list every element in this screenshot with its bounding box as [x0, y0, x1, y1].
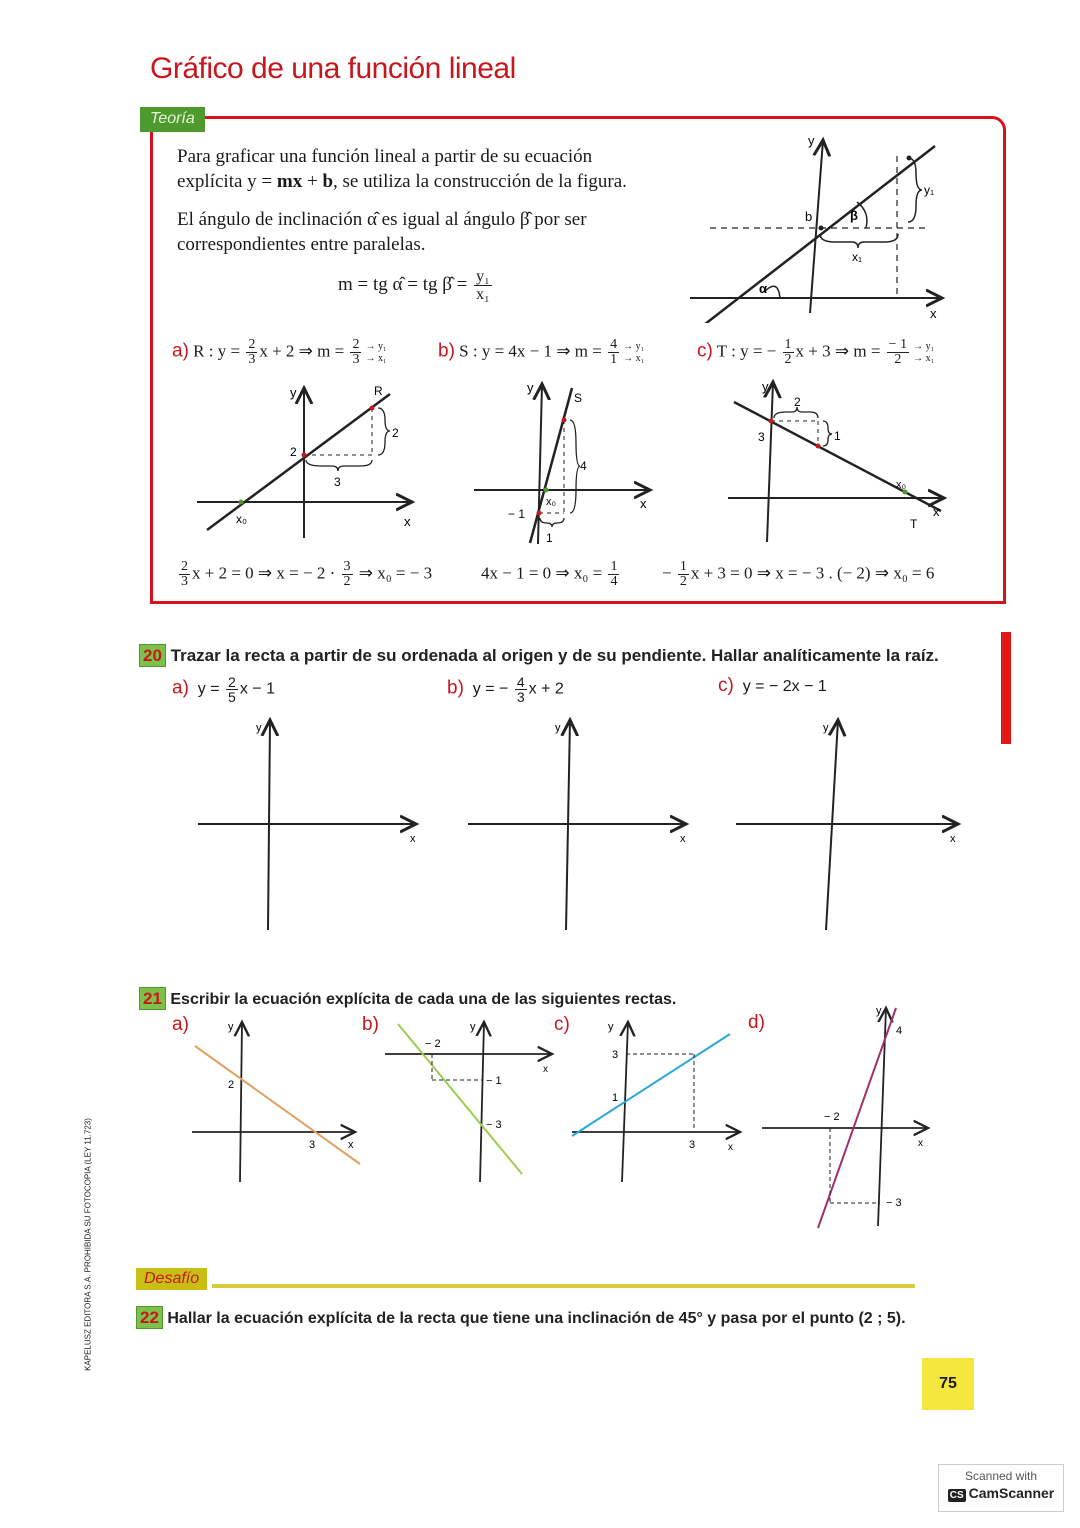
exercise-20c-label: c)	[718, 675, 734, 696]
exercise-20a-eq-b: x − 1	[239, 680, 275, 698]
example-c-eq-text2: x + 3 ⇒ m =	[795, 341, 885, 361]
exercise-21c-tick-y2: 1	[612, 1092, 619, 1104]
exercise-21d-tick-y2: − 3	[886, 1197, 902, 1209]
example-b-root-equation	[481, 560, 621, 589]
example-b-slope-point	[562, 418, 567, 423]
exercise-20b-eq-b: x + 2	[528, 680, 564, 698]
x1-brace	[820, 234, 898, 248]
slope-formula-num: y₁	[476, 268, 490, 285]
example-a-root-label: x₀	[236, 512, 247, 526]
exercise-21c-graph	[570, 1016, 745, 1186]
exercise-21-text: Escribir la ecuación explícita de cada una de las siguientes rectas.	[170, 991, 677, 1008]
example-a-label: a)	[172, 340, 189, 362]
example-b-graph	[472, 378, 662, 548]
exercise-21c-x-label: x	[728, 1142, 733, 1153]
example-b-label: b)	[438, 340, 455, 362]
example-a-root-equation	[177, 560, 432, 589]
exercise-20a-x-label: x	[410, 833, 416, 845]
exercise-20b-y-label: y	[555, 722, 561, 734]
example-b-equation	[438, 338, 646, 367]
example-a-eq-text2: x + 2 ⇒ m =	[259, 341, 349, 361]
camscanner-watermark	[938, 1464, 1064, 1512]
example-b-intercept-label: − 1	[508, 507, 526, 521]
example-a-rise-brace	[378, 408, 390, 455]
theory-beta-label: β	[850, 208, 858, 223]
example-a-slope-point	[370, 406, 375, 411]
exercise-21a-x-label: x	[348, 1139, 354, 1151]
theory-figure	[680, 128, 980, 323]
camscanner-icon: CS	[949, 1490, 964, 1501]
example-b-run-label: 1	[546, 531, 553, 545]
example-b-root-text: 4x − 1 = 0 ⇒ x₀ =	[481, 563, 607, 583]
exercise-21b-x-label: x	[543, 1064, 548, 1075]
exercise-21a-y-axis	[240, 1022, 242, 1182]
example-a-arrows	[365, 341, 386, 365]
exercise-20a-eq-a: y =	[197, 680, 225, 698]
exercise-20-number: 20	[139, 644, 166, 667]
example-c-frac1	[783, 338, 794, 367]
example-a-frac2-den: 3	[352, 352, 360, 367]
theory-b-label: b	[805, 209, 813, 224]
exercise-20a-frac	[226, 675, 238, 704]
exercise-21d-y-label: y	[876, 1005, 882, 1017]
example-a-root-result: ⇒ x₀ = − 3	[354, 563, 433, 583]
exercise-21a-graph	[190, 1016, 365, 1186]
example-c-intercept-point	[769, 419, 774, 424]
exercise-21d-graph	[760, 1000, 935, 1230]
example-a-root-point	[239, 500, 244, 505]
example-b-root-frac-den: 4	[610, 574, 618, 589]
example-a-frac2	[350, 338, 361, 367]
exercise-21a-y-label: y	[228, 1021, 234, 1033]
page-number: 75	[922, 1358, 974, 1410]
example-c-frac2-num: − 1	[888, 337, 908, 352]
example-a-y-label: y	[290, 385, 297, 400]
watermark-brand: CamScanner	[968, 1485, 1055, 1501]
desafio-rule	[212, 1284, 915, 1288]
exercise-21c-line	[572, 1034, 730, 1136]
example-c-graph	[726, 376, 976, 546]
exercise-20c-eq: y = − 2x − 1	[742, 678, 827, 695]
exercise-22-text: Hallar la ecuación explícita de la recta que tiene una inclinación de 45° y pasa por el punto (2 ; 5).	[167, 1310, 906, 1327]
exercise-20a-y-label: y	[256, 722, 262, 734]
example-c-root-text: x + 3 = 0 ⇒ x = − 3 . (− 2) ⇒ x₀ = 6	[690, 563, 935, 583]
exercise-21c-tick-x: 3	[689, 1139, 696, 1151]
theory-paragraph-2	[177, 207, 587, 257]
example-b-arrow-y: → y₁	[623, 340, 645, 352]
example-c-label: c)	[697, 340, 713, 362]
exercise-20b-frac	[515, 675, 527, 704]
example-a-frac2-num: 2	[352, 337, 360, 352]
example-a-root-text: x + 2 = 0 ⇒ x = − 2 ·	[192, 563, 340, 583]
exercise-21c-tick-y1: 3	[612, 1049, 619, 1061]
exercise-22-heading	[136, 1308, 906, 1328]
example-b-root-frac	[608, 560, 619, 589]
exercise-21-heading	[139, 989, 676, 1009]
example-c-y-axis	[767, 382, 773, 542]
watermark-line2	[939, 1485, 1063, 1501]
exercise-20c-y-label: y	[823, 722, 829, 734]
page-title: Gráfico de una función lineal	[150, 52, 516, 85]
example-c-root-label: x₀	[896, 479, 907, 491]
exercise-22-number: 22	[136, 1306, 163, 1329]
example-a-arrow-y: → y₁	[365, 340, 387, 352]
example-c-equation	[697, 338, 936, 367]
exercise-21d-x-label: x	[918, 1138, 923, 1149]
exercise-20c-axes	[734, 714, 966, 934]
slope-formula-den: x₁	[476, 286, 490, 303]
example-c-root-equation	[662, 560, 934, 589]
exercise-21d-tick-y1: 4	[896, 1025, 903, 1037]
example-b-arrow-x: → x₁	[623, 352, 645, 364]
theory-paragraph-1	[177, 144, 627, 194]
exercise-21c-y-label: y	[608, 1021, 614, 1033]
example-a-name: R	[374, 384, 383, 398]
example-a-eq-text: R : y =	[193, 341, 245, 361]
example-a-graph	[192, 380, 424, 542]
watermark-line1: Scanned with	[964, 1469, 1038, 1483]
exercise-21b-tick-x: − 2	[425, 1038, 441, 1050]
exercise-20b-x-label: x	[680, 833, 686, 845]
example-c-frac1-den: 2	[784, 352, 792, 367]
theory-p1-m: mx	[276, 171, 303, 192]
example-b-name: S	[574, 391, 583, 405]
slope-formula-left: m = tg α̂ = tg β̂ =	[338, 273, 468, 295]
example-b-frac2-num: 4	[610, 337, 618, 352]
exercise-20a-equation	[172, 675, 275, 704]
example-a-root-lead-frac	[179, 560, 190, 589]
example-a-equation	[172, 338, 388, 367]
example-b-arrows	[623, 341, 644, 365]
example-a-root-frac-num: 3	[343, 559, 351, 574]
y1-brace	[908, 158, 922, 222]
example-c-root-lead-frac	[678, 560, 689, 589]
exercise-20-text: Trazar la recta a partir de su ordenada al origen y de su pendiente. Hallar analíticamente la raíz.	[170, 646, 939, 665]
theory-line	[700, 146, 935, 323]
theory-p1-plus: +	[302, 171, 323, 192]
example-a-line	[207, 394, 390, 530]
example-c-root-lead-num: 1	[679, 559, 687, 574]
example-b-rise-label: 4	[580, 459, 587, 473]
exercise-20b-eq-a: y = −	[472, 680, 513, 698]
example-c-arrow-x: → x₁	[913, 352, 935, 364]
exercise-20c-equation	[718, 675, 827, 697]
example-b-x-label: x	[640, 496, 647, 511]
example-b-frac2-den: 1	[610, 352, 618, 367]
exercise-20a-y-axis	[268, 720, 270, 930]
example-c-arrows	[913, 341, 934, 365]
exercise-20a-frac-den: 5	[228, 689, 236, 705]
theory-p1-rest: , se utiliza la construcción de la figura.	[333, 171, 627, 192]
exercise-21d-label: d)	[748, 1012, 765, 1033]
exercise-21d-tick-x: − 2	[824, 1111, 840, 1123]
exercise-20b-equation	[447, 675, 564, 704]
example-a-root-frac-den: 2	[343, 574, 351, 589]
example-c-intercept-label: 3	[758, 430, 765, 444]
theory-p1-line2	[177, 169, 627, 194]
example-a-rise-label: 2	[392, 426, 399, 440]
exercise-20a-label: a)	[172, 677, 189, 699]
example-c-frac2	[887, 338, 909, 367]
example-b-frac2	[608, 338, 619, 367]
example-b-line	[530, 388, 572, 543]
example-c-name: T	[910, 517, 918, 531]
side-accent	[1001, 632, 1011, 744]
example-c-root-lead-den: 2	[679, 574, 687, 589]
exercise-21b-tick-y2: − 3	[486, 1119, 502, 1131]
example-a-x-label: x	[404, 514, 411, 529]
example-c-arrow-y: → y₁	[913, 340, 935, 352]
desafio-tag: Desafío	[136, 1268, 207, 1290]
example-a-intercept-point	[302, 453, 307, 458]
example-a-frac1-den: 3	[248, 352, 256, 367]
theory-p2-line1: El ángulo de inclinación α̂ es igual al ángulo β̂ por ser	[177, 209, 587, 230]
example-a-root-lead-num: 2	[181, 559, 188, 574]
theory-p1-b: b	[322, 171, 334, 192]
exercise-21a-line	[195, 1046, 360, 1164]
exercise-21b-graph	[380, 1016, 560, 1186]
theory-point-b	[819, 226, 824, 231]
exercise-20-heading	[139, 646, 939, 666]
slope-formula	[338, 268, 494, 303]
exercise-21-number: 21	[139, 987, 166, 1010]
example-a-run-label: 3	[334, 475, 341, 489]
theory-p2-line2: correspondientes entre paralelas.	[177, 234, 426, 255]
example-b-y-label: y	[527, 380, 534, 395]
theory-y-label: y	[808, 133, 815, 148]
example-a-root-frac	[342, 560, 353, 589]
exercise-21b-y-axis	[480, 1022, 484, 1182]
exercise-21a-tick-x: 3	[309, 1139, 316, 1151]
example-a-arrow-x: → x₁	[365, 352, 387, 364]
example-b-root-label: x₀	[546, 496, 557, 508]
example-c-root-lead: −	[662, 563, 676, 583]
exercise-20b-label: b)	[447, 677, 464, 699]
example-a-frac1-num: 2	[248, 337, 256, 352]
example-b-intercept-point	[537, 511, 542, 516]
exercise-20a-axes	[196, 714, 428, 934]
example-a-root-lead-den: 3	[181, 574, 188, 589]
theory-p1-text: explícita y =	[177, 171, 277, 192]
copyright-side-text: KAPELUSZ EDITORA S.A. PROHIBIDA SU FOTOCOPIA (LEY 11.723)	[83, 1118, 93, 1371]
example-b-root-point	[544, 488, 549, 493]
exercise-20c-x-label: x	[950, 833, 956, 845]
example-c-slope-point	[816, 444, 821, 449]
exercise-21b-label: b)	[362, 1014, 379, 1035]
theory-alpha-label: α	[759, 281, 767, 296]
example-c-rise-brace	[823, 421, 832, 446]
example-c-rise-label: 1	[834, 429, 841, 443]
exercise-20b-frac-num: 4	[516, 674, 525, 690]
theory-x1-label: x₁	[852, 250, 863, 264]
example-b-run-brace	[540, 518, 564, 527]
theory-point-top	[907, 156, 912, 161]
theory-y1-label: y₁	[924, 183, 935, 197]
theory-tag: Teoría	[140, 107, 205, 132]
exercise-20b-frac-den: 3	[516, 689, 525, 705]
exercise-20a-frac-num: 2	[228, 674, 236, 690]
exercise-21c-label: c)	[554, 1014, 570, 1035]
example-c-y-label: y	[762, 379, 769, 394]
theory-p1-line1: Para graficar una función lineal a partir de su ecuación	[177, 146, 593, 167]
exercise-21a-label: a)	[172, 1014, 189, 1035]
theory-x-label: x	[930, 306, 937, 321]
exercise-21b-tick-y1: − 1	[486, 1075, 502, 1087]
exercise-20b-axes	[466, 714, 698, 934]
example-c-x-label: x	[933, 504, 940, 519]
example-b-rise-brace	[570, 420, 580, 513]
example-a-intercept-label: 2	[290, 445, 297, 459]
example-c-eq-text: T : y = −	[716, 341, 781, 361]
example-c-run-label: 2	[794, 395, 801, 409]
exercise-21b-line	[398, 1024, 522, 1174]
example-a-run-brace	[306, 460, 372, 471]
example-b-eq-text: S : y = 4x − 1 ⇒ m =	[459, 341, 607, 361]
example-c-line	[734, 402, 941, 511]
example-b-root-frac-num: 1	[610, 559, 618, 574]
example-c-frac2-den: 2	[894, 352, 902, 367]
slope-formula-fraction	[474, 268, 492, 303]
exercise-21a-tick-y: 2	[228, 1079, 235, 1091]
exercise-21b-y-label: y	[470, 1021, 476, 1033]
example-a-frac1	[246, 338, 257, 367]
example-c-frac1-num: 1	[784, 337, 792, 352]
